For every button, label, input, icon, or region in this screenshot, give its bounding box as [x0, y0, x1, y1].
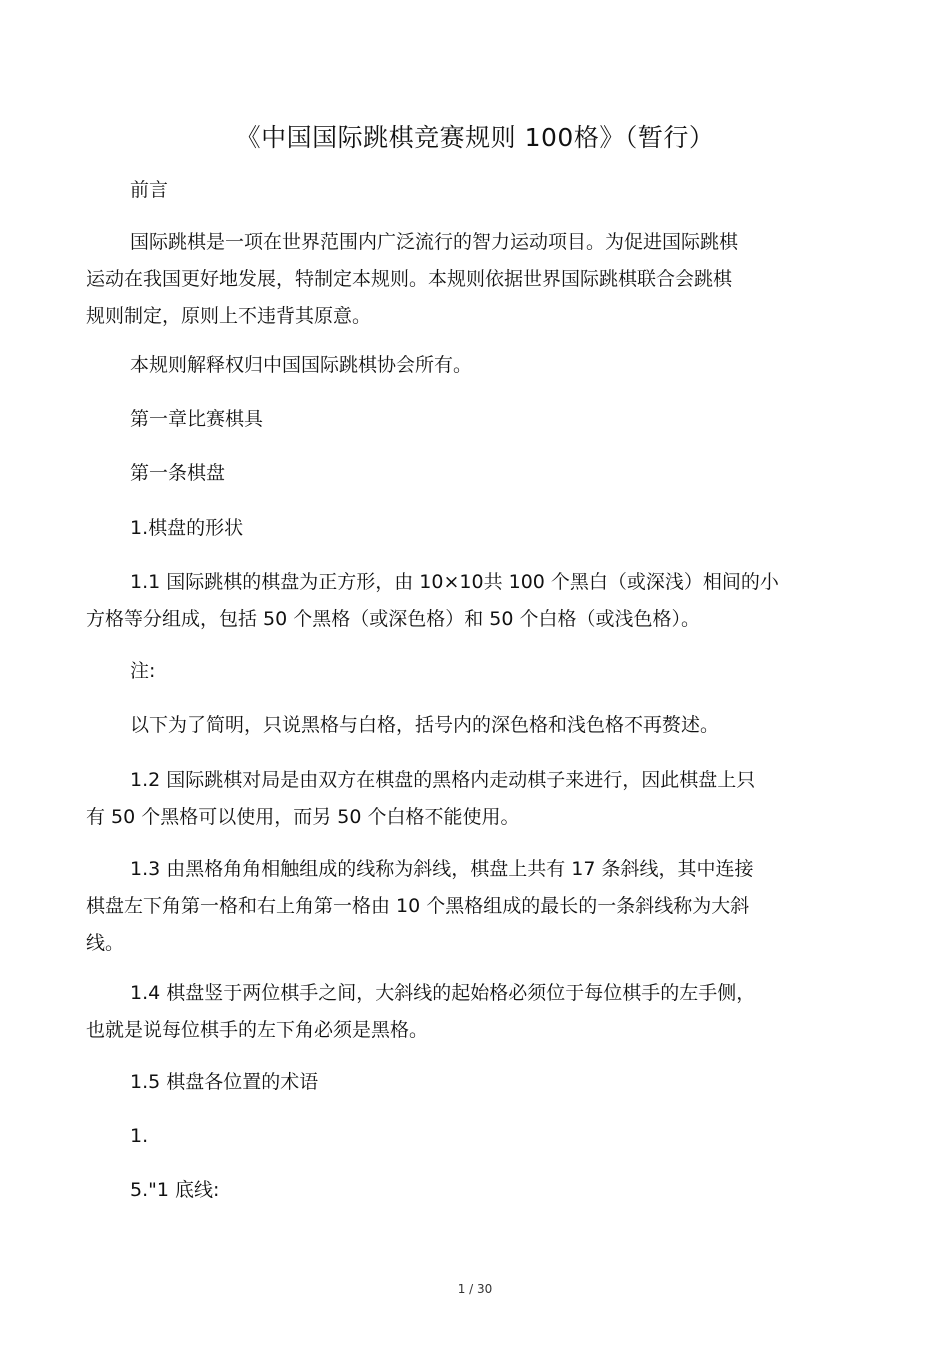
paragraph-interpretation	[86, 347, 856, 384]
paragraph-item-5	[86, 1172, 856, 1209]
text-line: 1.1 国际跳棋的棋盘为正方形，由 10×10共 100 个黑白（或深浅）相间的小	[130, 571, 779, 593]
text-line: 1.棋盘的形状	[130, 517, 244, 539]
text-line: 也就是说每位棋手的左下角必须是黑格。	[86, 1019, 429, 1041]
page-indicator: 1 / 30	[457, 1282, 493, 1296]
text-line: 方格等分组成，包括 50 个黑格（或深色格）和 50 个白格（或浅色格）。	[86, 608, 701, 630]
paragraph-preface-heading	[86, 172, 856, 209]
text-line: 1.4 棋盘竖于两位棋手之间，大斜线的起始格必须位于每位棋手的左手侧，	[130, 982, 756, 1004]
text-line: 国际跳棋是一项在世界范围内广泛流行的智力运动项目。为促进国际跳棋	[130, 231, 739, 253]
paragraph-1-1	[86, 564, 856, 638]
text-line: 规则制定，原则上不违背其原意。	[86, 305, 372, 327]
text-line: 以下为了简明，只说黑格与白格，括号内的深色格和浅色格不再赘述。	[130, 714, 720, 736]
text-line: 线。	[86, 932, 125, 954]
paragraph-item-1	[86, 1118, 856, 1155]
paragraph-note	[86, 707, 856, 744]
paragraph-1-2	[86, 762, 856, 836]
paragraph-1-4	[86, 975, 856, 1049]
text-line: 1.5 棋盘各位置的术语	[130, 1071, 319, 1093]
chapter-heading	[86, 401, 856, 438]
text-line: 1.2 国际跳棋对局是由双方在棋盘的黑格内走动棋子来进行，因此棋盘上只	[130, 769, 756, 791]
text-line: 1.3 由黑格角角相触组成的线称为斜线，棋盘上共有 17 条斜线，其中连接	[130, 858, 754, 880]
text-line: 第一章比赛棋具	[130, 408, 264, 430]
text-line: 运动在我国更好地发展，特制定本规则。本规则依据世界国际跳棋联合会跳棋	[86, 268, 733, 290]
paragraph-note-label	[86, 653, 856, 690]
article-heading	[86, 455, 856, 492]
paragraph-1-3	[86, 851, 856, 962]
document-title: 《中国国际跳棋竞赛规则 100格》（暂行）	[235, 123, 715, 152]
text-line: 本规则解释权归中国国际跳棋协会所有。	[130, 354, 473, 376]
text-line: 棋盘左下角第一格和右上角第一格由 10 个黑格组成的最长的一条斜线称为大斜	[86, 895, 750, 917]
text-line: 有 50 个黑格可以使用，而另 50 个白格不能使用。	[86, 806, 520, 828]
paragraph-1-5	[86, 1064, 856, 1101]
text-line: 注:	[130, 660, 156, 682]
text-line: 第一条棋盘	[130, 462, 226, 484]
text-line: 5."1 底线:	[130, 1179, 220, 1201]
section-heading	[86, 510, 856, 547]
text-line: 前言	[130, 179, 169, 201]
paragraph-intro	[86, 224, 856, 335]
text-line: 1.	[130, 1125, 149, 1147]
